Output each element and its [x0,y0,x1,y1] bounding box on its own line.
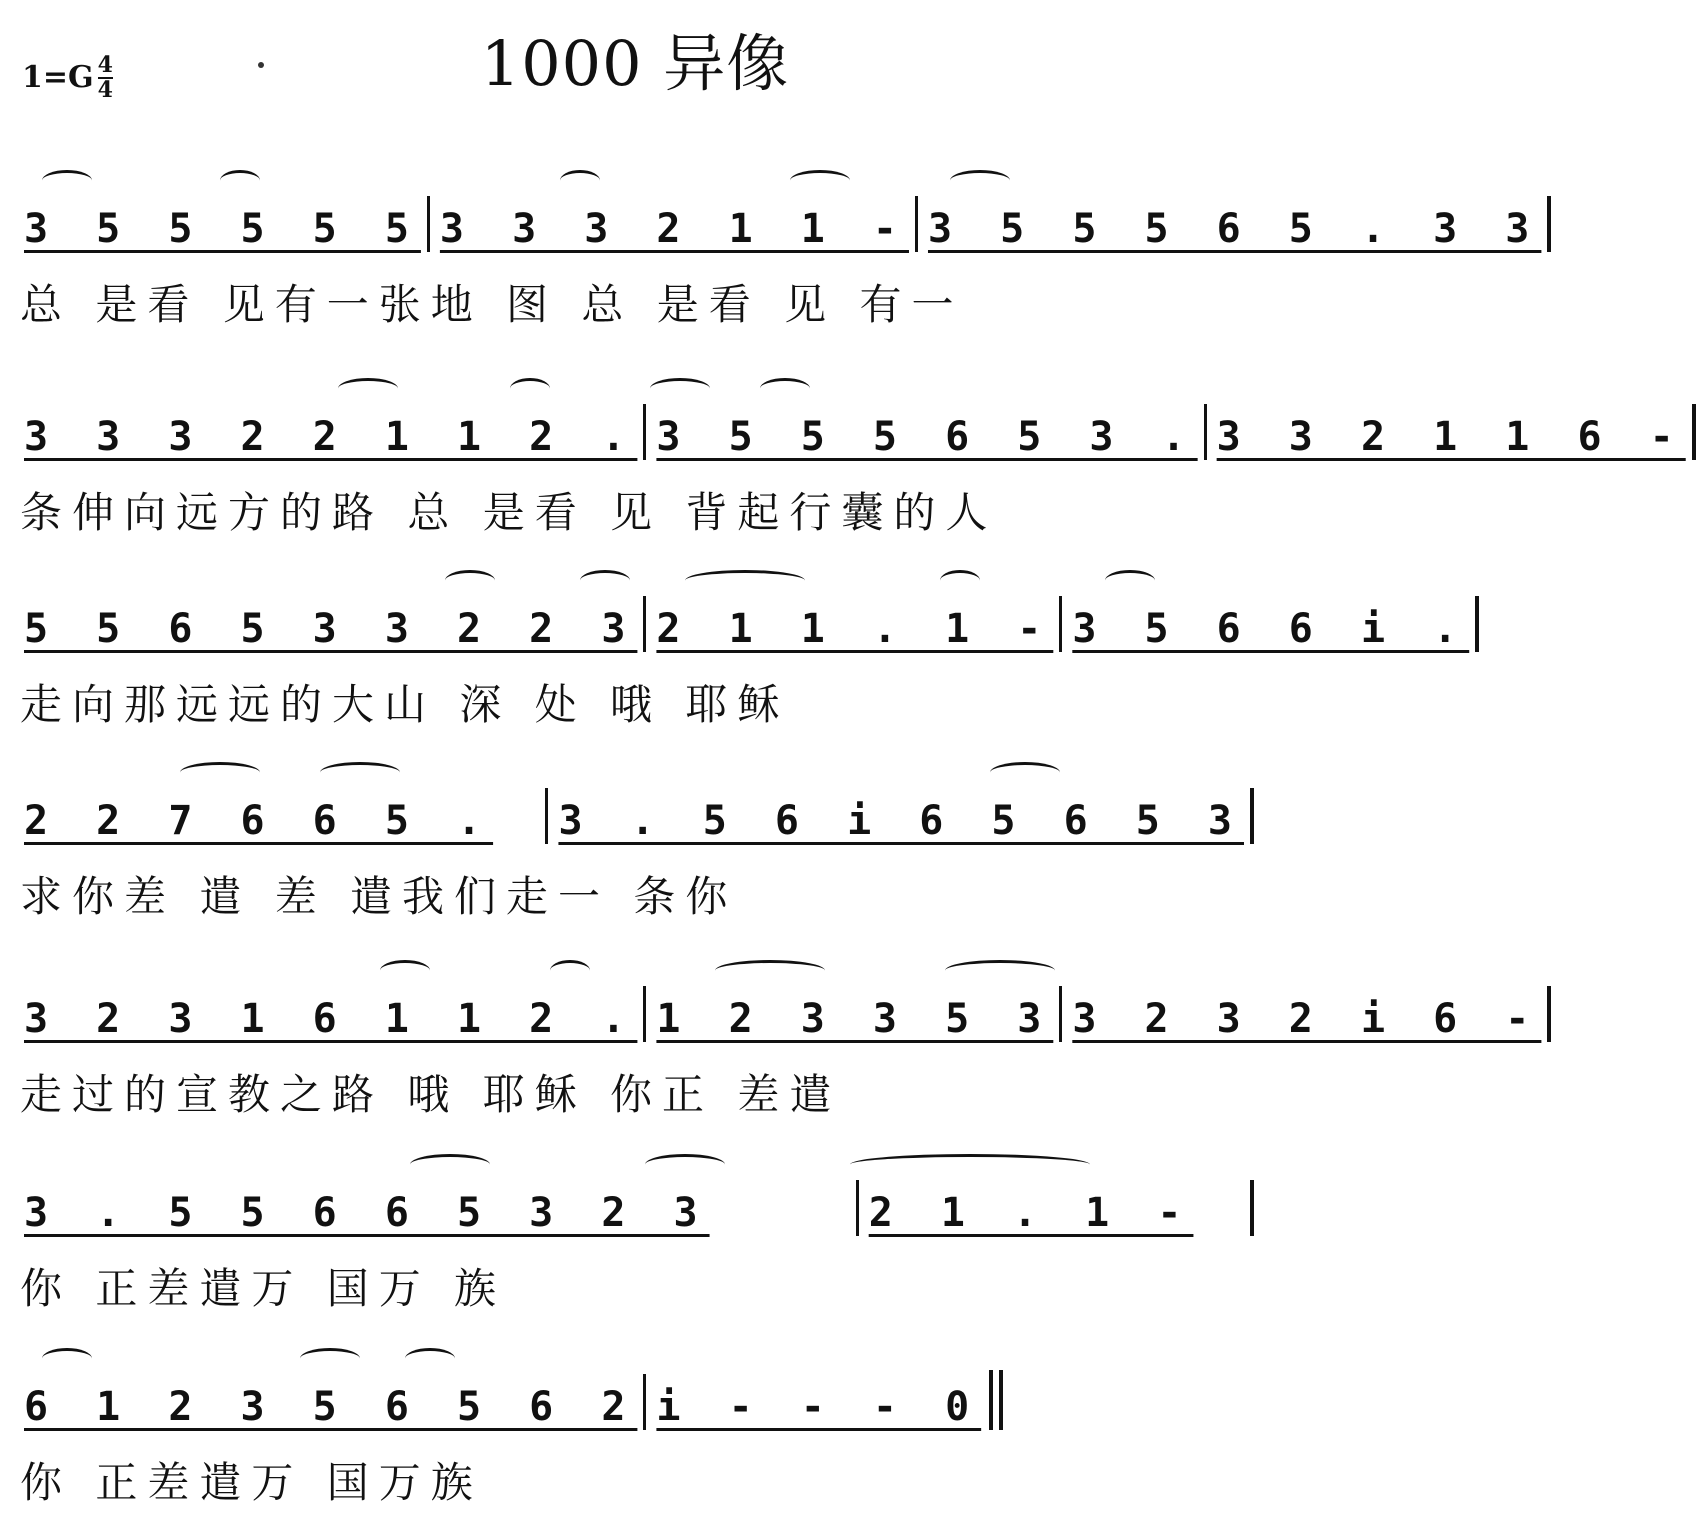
measure: 3 2 3 2 i 6 - [1072,996,1542,1042]
slur [760,378,810,399]
time-signature [97,51,113,103]
slur [1105,570,1155,591]
slur [650,378,710,399]
measure: 1 2 3 3 5 3 [656,996,1054,1042]
measure: 3 2 3 1 6 1 1 2 . [24,996,638,1042]
measure: 3 3 3 2 2 1 1 2 . [24,414,638,460]
bar-line [545,788,548,844]
bar-line [856,1180,859,1236]
slur [685,570,805,591]
slur [410,1154,490,1175]
score-line-3 [20,592,1470,742]
measure: 2 2 7 6 6 5 . [24,798,494,844]
lyrics-row: 求你差 遣 差 遣我们走一 条你 [20,872,738,921]
bar-line [915,196,918,252]
bar-line [1475,596,1479,652]
bar-line [643,1374,646,1430]
bar-line [1059,596,1062,652]
measure: 2 1 1 . 1 - [656,606,1054,652]
slur [550,960,590,981]
lyrics-row: 走过的宣教之路 哦 耶稣 你正 差遣 [20,1070,842,1119]
notation-row [20,192,1542,252]
slur [510,378,550,399]
time-numerator: 4 [97,51,113,78]
slur [715,960,825,981]
score-line-5 [20,982,1542,1132]
measure: 3 5 5 5 6 5 . 3 3 [927,206,1542,252]
slur [180,762,260,783]
slur [945,960,1055,981]
slur [405,1348,455,1369]
bar-line [643,596,646,652]
ink-dot [258,62,264,68]
bar-line [1547,196,1551,252]
slur [940,570,980,591]
score-line-2 [20,400,1686,550]
measure: i - - - 0 [656,1384,982,1430]
measure: 3 5 6 6 i . [1072,606,1470,652]
slur [445,570,495,591]
slur [380,960,430,981]
bar-line [643,986,646,1042]
measure: 6 1 2 3 5 6 5 6 2 [24,1384,638,1430]
measure: 3 5 5 5 6 5 3 . [656,414,1198,460]
measure: 5 5 6 5 3 3 2 2 3 [24,606,638,652]
measure: 3 3 3 2 1 1 - [439,206,909,252]
slur [220,170,260,191]
key-label: 1=G [22,59,94,95]
notation-row [20,592,1470,652]
bar-line [1692,404,1696,460]
slur [645,1154,725,1175]
notation-row [20,400,1686,460]
bar-line [1250,1180,1254,1236]
slur [42,1348,92,1369]
score-line-7 [20,1370,1260,1520]
bar-line [1547,986,1551,1042]
measure: 3 5 5 5 5 5 [24,206,421,252]
song-title: 1000 异像 [480,27,790,100]
measure: 3 . 5 6 i 6 5 6 5 3 [558,798,1244,844]
slur [950,170,1010,191]
slur [42,170,92,191]
time-denominator: 4 [97,76,113,103]
slur [990,762,1060,783]
notation-row [20,1370,982,1430]
measure: 2 1 . 1 - [868,1190,1194,1236]
score-line-4 [20,784,1260,934]
bar-line [1250,788,1254,844]
key-signature [22,42,113,112]
slur [338,378,398,399]
slur [580,570,630,591]
slur [790,170,850,191]
bar-line [427,196,430,252]
score-line-1 [20,192,1542,342]
lyrics-row: 走向那远远的大山 深 处 哦 耶稣 [20,680,790,729]
slur [560,170,600,191]
slur [300,1348,360,1369]
notation-row [20,1176,1260,1236]
lyrics-row: 条伸向远方的路 总 是看 见 背起行囊的人 [20,488,998,537]
notation-row [20,982,1542,1042]
lyrics-row: 总 是看 见有一张地 图 总 是看 见 有一 [20,280,964,329]
lyrics-row: 你 正差遣万 国万 族 [20,1264,507,1313]
measure: 3 3 2 1 1 6 - [1216,414,1686,460]
final-bar-line [989,1370,1003,1430]
bar-line [643,404,646,460]
slur [320,762,400,783]
bar-line [1059,986,1062,1042]
lyrics-row: 你 正差遣万 国万族 [20,1458,483,1507]
slur [850,1154,1090,1175]
bar-line [1204,404,1207,460]
score-line-6 [20,1176,1260,1326]
measure: 3 . 5 5 6 6 5 3 2 3 [24,1190,710,1236]
notation-row [20,784,1260,844]
